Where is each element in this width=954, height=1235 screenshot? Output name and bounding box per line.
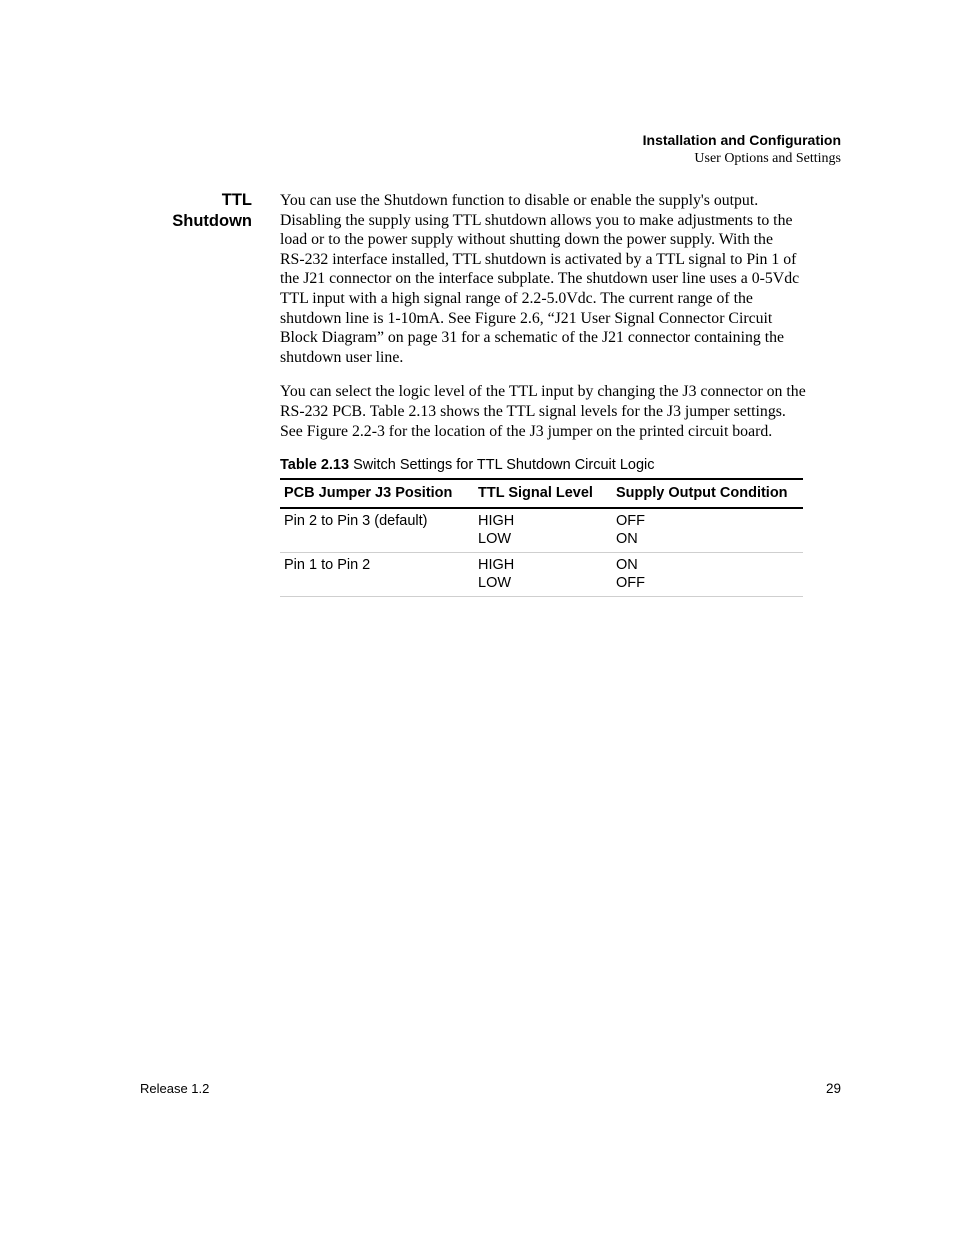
page-number: 29	[825, 1081, 841, 1096]
column-header-signal-level: TTL Signal Level	[474, 479, 612, 508]
table-row	[280, 508, 803, 553]
text-line: RS-232 interface installed, TTL shutdown is activated by a TTL signal to Pin 1 of	[280, 250, 797, 268]
section-title: User Options and Settings	[694, 151, 841, 166]
text-line: TTL input with a high signal range of 2.2-5.0Vdc. The current range of the	[280, 289, 753, 307]
table-caption-label: Table 2.13	[280, 457, 350, 474]
side-heading	[132, 190, 252, 232]
output-condition-value: ON	[616, 557, 638, 574]
cell-position: Pin 2 to Pin 3 (default)	[280, 508, 474, 553]
column-header-output-condition: Supply Output Condition	[612, 479, 803, 508]
table-row	[280, 553, 803, 597]
text-line: the J21 connector on the interface subplate. The shutdown user line uses a 0-5Vdc	[280, 270, 800, 288]
text-line: You can use the Shutdown function to disable or enable the supply's output.	[280, 192, 759, 209]
paragraph-shutdown-intro	[280, 191, 842, 367]
output-condition-value: OFF	[616, 575, 645, 592]
body-column	[280, 191, 842, 597]
signal-level-value: LOW	[478, 575, 512, 592]
text-line: shutdown line is 1-10mA. See Figure 2.6, “J21 User Signal Connector Circuit	[280, 309, 773, 327]
signal-level-value: HIGH	[478, 513, 515, 530]
text-line: RS-232 PCB. Table 2.13 shows the TTL signal levels for the J3 jumper settings.	[280, 402, 786, 420]
release-label: Release 1.2	[140, 1081, 210, 1096]
signal-level-value: LOW	[478, 531, 512, 548]
table-caption-text: Switch Settings for TTL Shutdown Circuit Logic	[353, 457, 655, 474]
cell-position: Pin 1 to Pin 2	[280, 553, 474, 597]
output-condition-value: OFF	[616, 513, 645, 530]
cell-signal-level	[474, 508, 612, 553]
running-header	[643, 131, 841, 168]
text-line: See Figure 2.2-3 for the location of the J3 jumper on the printed circuit board.	[280, 422, 773, 440]
text-line: Block Diagram” on page 31 for a schematic of the J21 connector containing the	[280, 329, 785, 347]
text-line: shutdown user line.	[280, 348, 404, 366]
cell-output-condition	[612, 508, 803, 553]
table-caption	[280, 456, 842, 474]
switch-settings-table	[280, 478, 803, 597]
output-condition-value: ON	[616, 531, 638, 548]
side-heading-line-1: TTL	[221, 191, 252, 209]
signal-level-value: HIGH	[478, 557, 515, 574]
cell-signal-level	[474, 553, 612, 597]
paragraph-logic-level	[280, 382, 842, 441]
table-header-row	[280, 479, 803, 508]
cell-output-condition	[612, 553, 803, 597]
text-line: Disabling the supply using TTL shutdown allows you to make adjustments to the	[280, 211, 793, 229]
chapter-title: Installation and Configuration	[642, 132, 841, 148]
column-header-position: PCB Jumper J3 Position	[280, 479, 474, 508]
text-line: load or to the power supply without shutting down the power supply. With the	[280, 231, 773, 249]
text-line: You can select the logic level of the TTL input by changing the J3 connector on the	[280, 383, 806, 401]
side-heading-line-2: Shutdown	[172, 212, 252, 230]
